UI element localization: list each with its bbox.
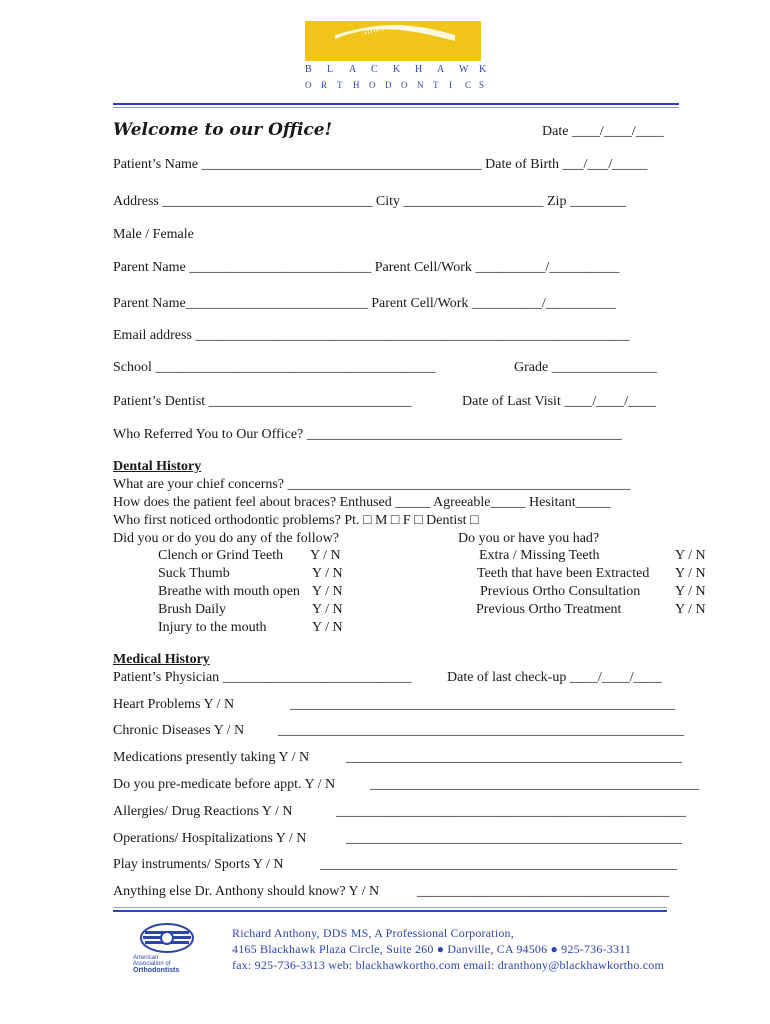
first-noticed-field[interactable]: Who first noticed orthodontic problems? Pt. □ M □ F □ Dentist □ xyxy=(113,513,479,528)
patient-name-field[interactable]: Patient’s Name ________________________________________ Date of Birth ___/___/_____ xyxy=(113,157,648,172)
referred-field[interactable]: Who Referred You to Our Office? _____________________________________________ xyxy=(113,427,622,442)
yn-option[interactable]: Y / N xyxy=(312,620,343,635)
aao-line-1: American xyxy=(133,955,159,961)
yn-option[interactable]: Y / N xyxy=(675,548,706,563)
list-item: Clench or Grind Teeth xyxy=(158,548,284,563)
allergies-line[interactable]: __________________________________________________ xyxy=(336,804,686,819)
premedicate-label: Do you pre-medicate before appt. Y / N xyxy=(113,777,336,792)
list-item: Injury to the mouth xyxy=(158,620,267,635)
chief-concerns-field[interactable]: What are your chief concerns? _________________________________________________ xyxy=(113,477,631,492)
sports-label: Play instruments/ Sports Y / N xyxy=(113,857,284,872)
parent-2-field[interactable]: Parent Name__________________________ Parent Cell/Work __________/__________ xyxy=(113,296,616,311)
yn-option[interactable]: Y / N xyxy=(312,566,343,581)
school-field[interactable]: School ________________________________________ xyxy=(113,360,436,375)
habits-question: Did you or do you do any of the follow? xyxy=(113,531,339,546)
medications-line[interactable]: ________________________________________________ xyxy=(346,750,682,765)
footer-contact: fax: 925-736-3313 web: blackhawkortho.com email: dranthony@blackhawkortho.com xyxy=(232,958,665,972)
list-item: Brush Daily xyxy=(158,602,227,617)
list-item: Previous Ortho Consultation xyxy=(480,584,641,599)
list-item: Extra / Missing Teeth xyxy=(479,548,600,563)
list-item: Teeth that have been Extracted xyxy=(477,566,650,581)
date-field[interactable]: Date ____/____/____ xyxy=(542,124,664,139)
history-question: Do you or have you had? xyxy=(458,531,600,546)
list-item: Breathe with mouth open xyxy=(158,584,300,599)
top-rule-thin xyxy=(113,107,679,108)
premedicate-line[interactable]: _______________________________________________ xyxy=(370,777,699,792)
list-item: Previous Ortho Treatment xyxy=(476,602,622,617)
aao-logo xyxy=(133,922,213,974)
aao-emblem-icon xyxy=(139,922,195,954)
heart-problems-line[interactable]: _______________________________________________________ xyxy=(290,697,675,712)
footer-practice-name: Richard Anthony, DDS MS, A Professional Corporation, xyxy=(232,926,514,940)
dentist-field[interactable]: Patient’s Dentist _____________________________ xyxy=(113,394,412,409)
yn-option[interactable]: Y / N xyxy=(675,566,706,581)
aao-line-2: Association of xyxy=(133,961,171,967)
operations-line[interactable]: ________________________________________________ xyxy=(346,831,682,846)
address-field[interactable]: Address ______________________________ City ____________________ Zip ________ xyxy=(113,194,626,209)
medications-label: Medications presently taking Y / N xyxy=(113,750,310,765)
operations-label: Operations/ Hospitalizations Y / N xyxy=(113,831,307,846)
list-item: Suck Thumb xyxy=(158,566,230,581)
bottom-rule-thin xyxy=(113,907,667,908)
anything-else-line[interactable]: ____________________________________ xyxy=(417,884,669,899)
yn-option[interactable]: Y / N xyxy=(312,602,343,617)
last-visit-field[interactable]: Date of Last Visit ____/____/____ xyxy=(462,394,657,409)
braces-feeling-field[interactable]: How does the patient feel about braces? Enthused _____ Agreeable_____ Hesitant_____ xyxy=(113,495,611,510)
page-title: Welcome to our Office! xyxy=(113,120,333,140)
dental-history-heading: Dental History xyxy=(113,459,202,474)
footer-address: 4165 Blackhawk Plaza Circle, Suite 260 ● Danville, CA 94506 ● 925-736-3311 xyxy=(232,942,632,956)
sex-field[interactable]: Male / Female xyxy=(113,227,194,242)
top-rule xyxy=(113,103,679,105)
yn-option[interactable]: Y / N xyxy=(310,548,341,563)
heart-problems-label: Heart Problems Y / N xyxy=(113,697,235,712)
parent-1-field[interactable]: Parent Name __________________________ Parent Cell/Work __________/__________ xyxy=(113,260,620,275)
medical-history-heading: Medical History xyxy=(113,652,210,667)
logo-mountain-graphic xyxy=(305,21,481,61)
physician-field[interactable]: Patient’s Physician ___________________________ xyxy=(113,670,412,685)
bottom-rule xyxy=(113,910,667,912)
chronic-diseases-line[interactable]: __________________________________________________________ xyxy=(278,723,684,738)
chronic-diseases-label: Chronic Diseases Y / N xyxy=(113,723,245,738)
logo-line-blackhawk: B L A C K H A W K xyxy=(305,64,487,75)
yn-option[interactable]: Y / N xyxy=(675,584,706,599)
email-field[interactable]: Email address ______________________________________________________________ xyxy=(113,328,630,343)
grade-field[interactable]: Grade _______________ xyxy=(514,360,657,375)
anything-else-label: Anything else Dr. Anthony should know? Y / N xyxy=(113,884,380,899)
yn-option[interactable]: Y / N xyxy=(675,602,706,617)
checkup-date-field[interactable]: Date of last check-up ____/____/____ xyxy=(447,670,662,685)
aao-line-3: Orthodontists xyxy=(133,967,180,974)
sports-line[interactable]: ___________________________________________________ xyxy=(320,857,677,872)
allergies-label: Allergies/ Drug Reactions Y / N xyxy=(113,804,293,819)
logo-line-orthodontics: O R T H O D O N T I C S xyxy=(305,80,485,90)
yn-option[interactable]: Y / N xyxy=(312,584,343,599)
